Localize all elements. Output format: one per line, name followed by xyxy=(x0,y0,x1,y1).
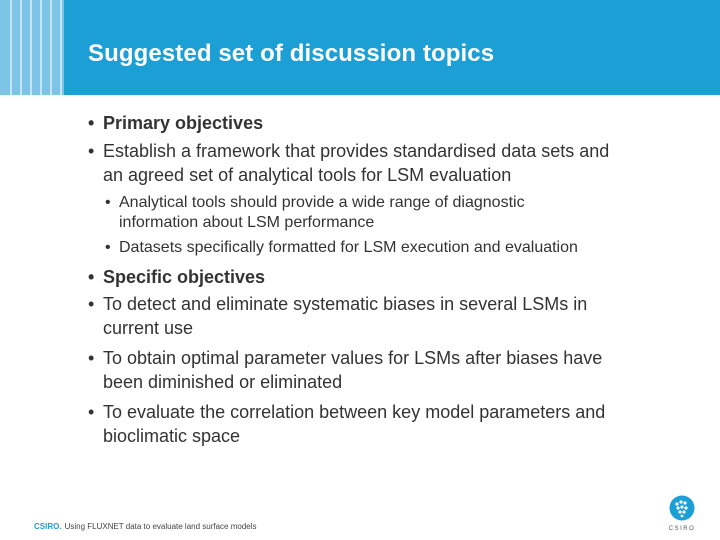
footer-brand: CSIRO. xyxy=(34,522,62,531)
bullet-dot: • xyxy=(88,113,95,133)
bullet-text-line-2: been diminished or eliminated xyxy=(103,372,343,392)
bullet-dot: • xyxy=(88,141,95,161)
footer-caption: Using FLUXNET data to evaluate land surface models xyxy=(64,522,257,531)
bullet-optimal-parameters xyxy=(88,346,602,394)
bullet-dot: • xyxy=(88,267,95,287)
subbullet-analytical-tools xyxy=(105,193,525,233)
slide-footer xyxy=(34,522,257,531)
bullet-text-line-2: information about LSM performance xyxy=(119,214,375,231)
bullet-text-line-1: To detect and eliminate systematic biases in several LSMs in xyxy=(103,294,588,314)
subbullet-datasets xyxy=(105,238,578,258)
csiro-logo-icon xyxy=(669,495,695,521)
bullet-text: Datasets specifically formatted for LSM execution and evaluation xyxy=(119,239,578,256)
bullet-establish-framework xyxy=(88,139,609,187)
logo-wordmark: CSIRO xyxy=(668,526,696,532)
bullet-dot: • xyxy=(105,239,111,256)
bullet-detect-biases xyxy=(88,292,587,340)
bullet-text-line-1: To evaluate the correlation between key model parameters and xyxy=(103,402,606,422)
bullet-dot: • xyxy=(88,402,95,422)
bullet-text: Specific objectives xyxy=(103,267,266,287)
bullet-text: Primary objectives xyxy=(103,113,264,133)
bullet-text-line-2: bioclimatic space xyxy=(103,426,241,446)
bullet-text-line-2: an agreed set of analytical tools for LSM evaluation xyxy=(103,165,512,185)
slide-title: Suggested set of discussion topics xyxy=(88,40,495,67)
bullet-primary-objectives xyxy=(88,111,263,135)
bullet-evaluate-correlation xyxy=(88,400,605,448)
bullet-dot: • xyxy=(105,194,111,211)
bullet-text-line-2: current use xyxy=(103,318,194,338)
bullet-text-line-1: To obtain optimal parameter values for LSMs after biases have xyxy=(103,348,603,368)
bullet-text-line-1: Analytical tools should provide a wide range of diagnostic xyxy=(119,194,525,211)
bullet-dot: • xyxy=(88,348,95,368)
bullet-specific-objectives xyxy=(88,265,265,289)
bullet-text-line-1: Establish a framework that provides standardised data sets and xyxy=(103,141,610,161)
bullet-dot: • xyxy=(88,294,95,314)
